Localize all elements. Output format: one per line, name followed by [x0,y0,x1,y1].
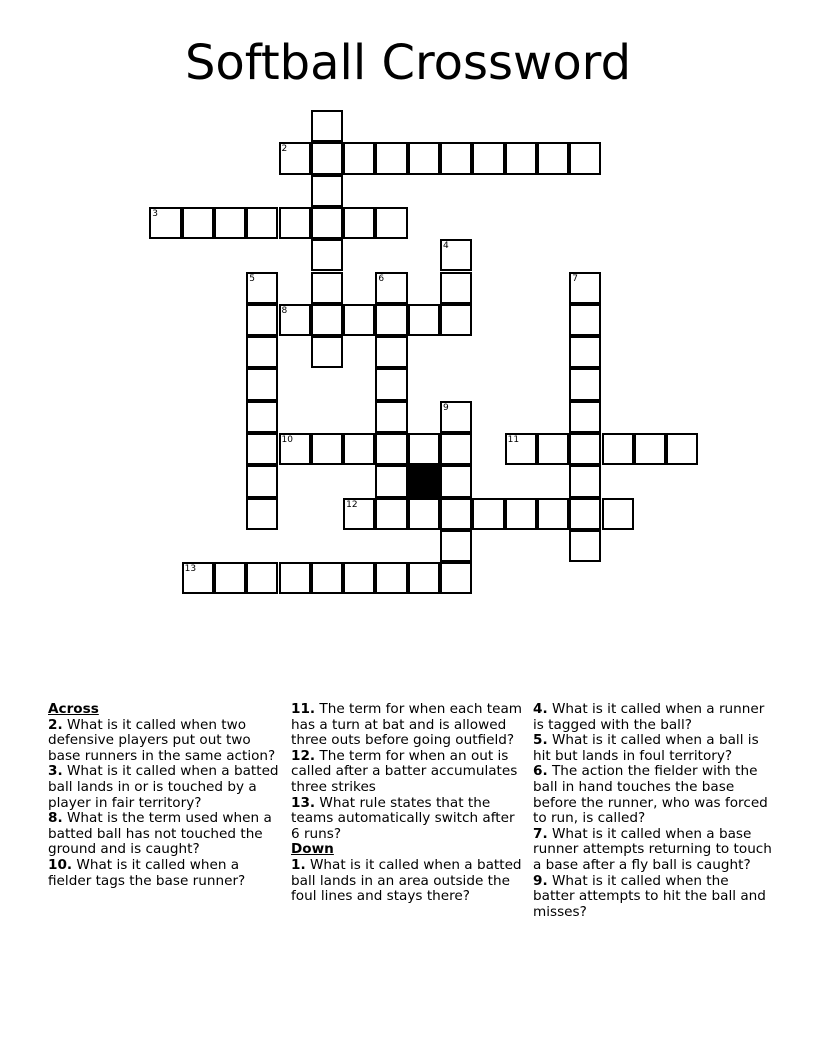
grid-cell[interactable] [537,498,569,530]
grid-cell[interactable] [602,498,634,530]
grid-cell[interactable] [279,562,311,594]
clue-text: What is it called when a batted ball lands in or is touched by a player in fair territory? [48,763,279,811]
clue-item [533,733,773,764]
clue-item [533,764,773,826]
grid-cell[interactable] [246,562,278,594]
clue-number-label: 7. [533,825,548,842]
clue-number: 9 [443,402,449,413]
grid-cell[interactable] [440,239,472,271]
clue-item [48,764,286,811]
grid-cell[interactable] [569,465,601,497]
across-clue-list [48,718,286,890]
grid-cell[interactable] [343,207,375,239]
grid-cell[interactable] [569,368,601,400]
clue-item [291,858,523,905]
clue-number-label: 6. [533,763,548,780]
grid-cell[interactable] [311,304,343,336]
clue-number-label: 8. [48,810,63,827]
grid-cell[interactable] [505,433,537,465]
clue-number: 6 [378,273,385,284]
grid-cell[interactable] [408,498,440,530]
clue-item [291,702,523,749]
clue-text: What is the term used when a batted ball has not touched the ground and is caught? [48,810,272,858]
clue-text: The term for when an out is called after a batter accumulates three strikes [291,747,518,795]
clues-column-3 [533,702,773,920]
grid-cell[interactable] [246,336,278,368]
clue-number-label: 9. [533,872,548,889]
grid-cell[interactable] [343,142,375,174]
grid-cell[interactable] [408,562,440,594]
clue-number-label: 5. [533,732,548,749]
grid-cell[interactable] [408,433,440,465]
grid-cell[interactable] [569,336,601,368]
clue-number: 7 [572,273,578,284]
grid-cell[interactable] [537,142,569,174]
clue-text: The term for when each team has a turn at bat and is allowed three outs before going outfield? [291,701,523,749]
grid-cell[interactable] [343,433,375,465]
down-clue-list-continued [533,702,773,920]
grid-cell[interactable] [666,433,698,465]
grid-cell[interactable] [440,498,472,530]
clue-number-label: 2. [48,716,63,733]
grid-cell[interactable] [311,142,343,174]
grid-cell[interactable] [408,304,440,336]
grid-cell[interactable] [569,530,601,562]
clue-item [533,874,773,921]
grid-cell[interactable] [375,465,407,497]
clue-number: 5 [249,273,255,284]
grid-cell[interactable] [375,498,407,530]
clue-item [291,796,523,843]
grid-cell[interactable] [602,433,634,465]
clue-item [48,718,286,765]
clue-number: 10 [281,435,293,445]
clue-text: What rule states that the teams automatically switch after 6 runs? [291,794,515,842]
grid-cell[interactable] [569,401,601,433]
clues-column-2 [291,702,523,905]
grid-cell[interactable] [311,175,343,207]
clue-number-label: 13. [291,794,316,811]
clue-number: 2 [281,144,288,155]
grid-cell[interactable] [440,530,472,562]
grid-cell[interactable] [440,401,472,433]
grid-cell[interactable] [375,433,407,465]
grid-cell[interactable] [375,142,407,174]
grid-cell[interactable] [440,562,472,594]
clue-number-label: 4. [533,701,548,717]
clue-text: What is it called when a ball is hit but lands in foul territory? [533,732,759,764]
clue-text: What is it called when a fielder tags the base runner? [48,856,246,889]
grid-cell[interactable] [182,207,214,239]
grid-cell[interactable] [375,304,407,336]
grid-cell[interactable] [375,562,407,594]
clue-number-label: 12. [291,747,316,764]
grid-cell[interactable] [440,304,472,336]
grid-cell[interactable] [343,562,375,594]
grid-cell[interactable] [149,207,181,239]
clue-item [533,827,773,874]
grid-cell[interactable] [279,304,311,336]
grid-cell[interactable] [375,336,407,368]
clue-number: 13 [184,564,197,575]
grid-cell[interactable] [440,142,472,174]
grid-cell[interactable] [343,304,375,336]
grid-cell[interactable] [440,465,472,497]
grid-cell[interactable] [311,207,343,239]
clue-number: 11 [507,435,520,445]
down-clue-list [291,858,523,905]
grid-cell[interactable] [569,272,601,304]
clue-text: What is it called when a base runner attempts returning to touch a base after a fly ball is caught? [533,825,772,873]
puzzle-title: Softball Crossword [184,35,632,91]
grid-cell[interactable] [246,207,278,239]
grid-cell[interactable] [408,142,440,174]
clue-item [48,858,286,889]
clue-text: What is it called when a batted ball lands in an area outside the foul lines and stays there? [291,856,522,905]
grid-cell[interactable] [375,207,407,239]
grid-cell[interactable] [311,336,343,368]
grid-cell[interactable] [246,465,278,497]
grid-cell[interactable] [634,433,666,465]
grid-cell[interactable] [246,433,278,465]
grid-cell[interactable] [537,433,569,465]
grid-cell[interactable] [569,304,601,336]
clue-item [533,702,773,733]
grid-cell[interactable] [214,207,246,239]
grid-cell[interactable] [311,272,343,304]
clue-item [48,811,286,858]
clues-column-1 [48,702,286,889]
across-header: Across [48,701,99,717]
grid-cell[interactable] [246,401,278,433]
down-header: Down [291,841,334,858]
grid-cell[interactable] [182,562,214,594]
grid-cell[interactable] [343,498,375,530]
clue-item [291,749,523,796]
clue-number-label: 11. [291,701,316,717]
grid-cell[interactable] [311,562,343,594]
grid-cell[interactable] [311,110,343,142]
grid-cell[interactable] [246,272,278,304]
grid-cell[interactable] [569,142,601,174]
grid-cell[interactable] [472,142,504,174]
grid-cell[interactable] [279,142,311,174]
grid-cell[interactable] [311,239,343,271]
grid-cell[interactable] [246,498,278,530]
grid-cell[interactable] [375,401,407,433]
grid-cell[interactable] [375,368,407,400]
grid-cell[interactable] [472,498,504,530]
clue-text: What is it called when a runner is tagged with the ball? [533,701,765,733]
clue-number: 4 [443,241,449,252]
grid-cell[interactable] [375,272,407,304]
clue-number: 12 [346,499,358,510]
clue-number-label: 1. [291,856,306,873]
grid-cell[interactable] [246,304,278,336]
grid-cell[interactable] [440,433,472,465]
clue-number-label: 3. [48,763,63,780]
grid-cell[interactable] [279,433,311,465]
grid-cell[interactable] [505,142,537,174]
clue-text: What is it called when the batter attempts to hit the ball and misses? [533,872,766,920]
grid-cell[interactable] [214,562,246,594]
grid-cell[interactable] [246,368,278,400]
clue-number: 8 [281,305,288,316]
clue-number-label: 10. [48,856,73,873]
across-clue-list-continued [291,702,523,842]
clue-text: The action the fielder with the ball in hand touches the base before the runner, who was forced to run, is called? [533,763,768,827]
grid-cell[interactable] [279,207,311,239]
grid-block [408,465,440,497]
clue-text: What is it called when two defensive players put out two base runners in the same action? [48,716,276,764]
grid-cell[interactable] [569,498,601,530]
clue-number: 3 [152,208,159,219]
grid-cell[interactable] [311,433,343,465]
grid-cell[interactable] [505,498,537,530]
grid-cell[interactable] [440,272,472,304]
grid-cell[interactable] [569,433,601,465]
